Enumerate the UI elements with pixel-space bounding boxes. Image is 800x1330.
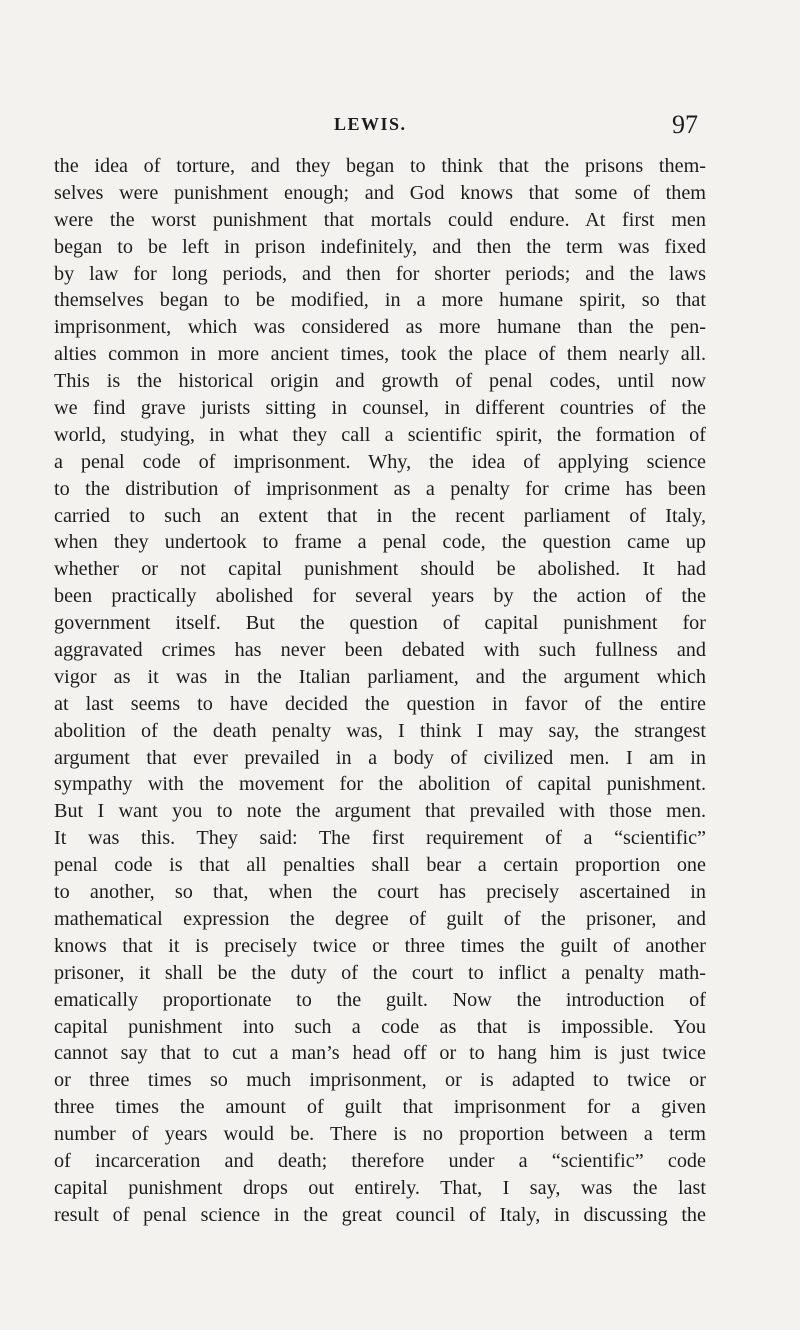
text-line: mathematical expression the degree of guilt of the prisoner, and: [54, 907, 706, 930]
text-line: abolition of the death penalty was, I think I may say, the strangest: [54, 719, 706, 742]
text-line: sympathy with the movement for the abolition of capital punishment.: [54, 773, 706, 796]
text-line: alties common in more ancient times, took the place of them nearly all.: [54, 343, 706, 366]
text-line: the idea of torture, and they began to think that the prisons them-: [54, 155, 706, 177]
text-line: imprisonment, which was considered as more humane than the pen-: [54, 316, 706, 339]
text-line: themselves began to be modified, in a more humane spirit, so that: [54, 289, 706, 312]
text-line: cannot say that to cut a man’s head off or to hang him is just twice: [54, 1042, 706, 1065]
text-line: knows that it is precisely twice or three times the guilt of another: [54, 934, 706, 957]
text-line: This is the historical origin and growth of penal codes, until now: [54, 370, 706, 393]
page-number: 97: [672, 110, 698, 139]
text-line: result of penal science in the great council of Italy, in discussing the: [54, 1203, 706, 1226]
text-line: when they undertook to frame a penal code, the question came up: [54, 531, 706, 554]
text-line: capital punishment into such a code as that is impossible. You: [54, 1015, 706, 1038]
text-line: to the distribution of imprisonment as a penalty for crime has been: [54, 477, 706, 500]
text-line: world, studying, in what they call a scientific spirit, the formation of: [54, 423, 706, 446]
text-line: capital punishment drops out entirely. That, I say, was the last: [54, 1176, 706, 1199]
text-line: It was this. They said: The first requirement of a “scientific”: [54, 827, 706, 850]
text-line: ematically proportionate to the guilt. Now the introduction of: [54, 988, 706, 1011]
text-line: three times the amount of guilt that imprisonment for a given: [54, 1096, 706, 1119]
text-line: began to be left in prison indefinitely, and then the term was fixed: [54, 235, 706, 258]
text-line: carried to such an extent that in the recent parliament of Italy,: [54, 504, 706, 527]
text-line: But I want you to note the argument that prevailed with those men.: [54, 800, 706, 823]
text-line: vigor as it was in the Italian parliament, and the argument which: [54, 665, 706, 688]
text-line: of incarceration and death; therefore under a “scientific” code: [54, 1149, 706, 1172]
body-text: [54, 153, 706, 1229]
text-line: penal code is that all penalties shall bear a certain proportion one: [54, 854, 706, 877]
text-line: been practically abolished for several years by the action of the: [54, 585, 706, 608]
text-line: a penal code of imprisonment. Why, the idea of applying science: [54, 450, 706, 473]
text-line: at last seems to have decided the question in favor of the entire: [54, 692, 706, 715]
text-line: we find grave jurists sitting in counsel, in different countries of the: [54, 397, 706, 420]
text-line: whether or not capital punishment should be abolished. It had: [54, 558, 706, 581]
running-head: LEWIS.: [334, 114, 407, 134]
text-line: or three times so much imprisonment, or is adapted to twice or: [54, 1069, 706, 1092]
text-line: selves were punishment enough; and God knows that some of them: [54, 181, 706, 204]
text-line: argument that ever prevailed in a body of civilized men. I am in: [54, 746, 706, 769]
text-line: by law for long periods, and then for shorter periods; and the laws: [54, 262, 706, 285]
text-line: prisoner, it shall be the duty of the court to inflict a penalty math-: [54, 961, 706, 984]
text-line: were the worst punishment that mortals could endure. At first men: [54, 208, 706, 231]
text-line: government itself. But the question of capital punishment for: [54, 612, 706, 635]
text-line: aggravated crimes has never been debated with such fullness and: [54, 639, 706, 662]
text-line: number of years would be. There is no proportion between a term: [54, 1123, 706, 1146]
text-line: to another, so that, when the court has precisely ascertained in: [54, 881, 706, 904]
